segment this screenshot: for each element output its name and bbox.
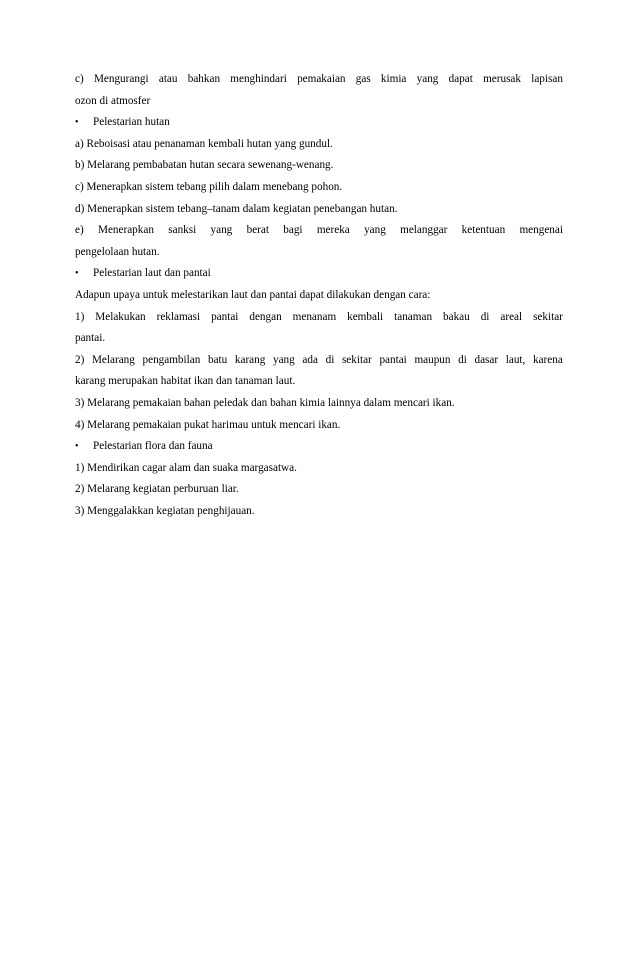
text-line: 1) Mendirikan cagar alam dan suaka margasatwa.: [75, 461, 297, 474]
word: di: [458, 353, 467, 366]
word: lapisan: [531, 73, 563, 85]
justified-text-line: [75, 220, 563, 242]
bullet-icon: •: [75, 268, 79, 280]
text-line: d) Menerapkan sistem tebang–tanam dalam kegiatan penebangan hutan.: [75, 202, 398, 215]
justified-text-line: [75, 69, 563, 91]
word: areal: [500, 310, 523, 323]
word: Melarang: [91, 353, 135, 366]
word: laut,: [505, 353, 526, 366]
word: reklamasi: [156, 310, 201, 323]
word: gas: [355, 73, 371, 85]
word: dapat: [448, 73, 473, 85]
bullet-heading-text: Pelestarian laut dan pantai: [93, 267, 211, 280]
word: melanggar: [400, 224, 448, 237]
word: sanksi: [168, 224, 197, 237]
word: dasar: [474, 353, 499, 366]
word: ketentuan: [461, 224, 506, 237]
word: c): [75, 73, 84, 85]
bullet-heading-text: Pelestarian flora dan fauna: [93, 440, 213, 453]
text-line: ozon di atmosfer: [75, 94, 151, 107]
word: pantai: [211, 310, 239, 323]
justified-text-line: [75, 307, 563, 329]
text-line: Adapun upaya untuk melestarikan laut dan pantai dapat dilakukan dengan cara:: [75, 288, 431, 301]
word: pemakaian: [297, 73, 346, 85]
word: maupun: [414, 353, 451, 366]
word: Mengurangi: [93, 73, 149, 85]
word: yang: [416, 73, 439, 85]
bullet-icon: •: [75, 441, 79, 453]
word: karang: [234, 353, 266, 366]
word: atau: [158, 73, 178, 85]
word: di: [480, 310, 490, 323]
text-line: c) Menerapkan sistem tebang pilih dalam menebang pohon.: [75, 180, 343, 193]
word: pantai: [379, 353, 407, 366]
word: tanaman: [394, 310, 433, 323]
word: menanam: [292, 310, 337, 323]
word: merusak: [483, 73, 521, 85]
word: batu: [207, 353, 228, 366]
word: Melakukan: [95, 310, 146, 323]
word: pengambilan: [142, 353, 201, 366]
word: e): [75, 224, 84, 237]
text-line: karang merupakan habitat ikan dan tanaman laut.: [75, 375, 296, 388]
justified-text-line: [75, 350, 563, 372]
word: bakau: [443, 310, 470, 323]
word: Menerapkan: [98, 224, 154, 237]
text-line: a) Reboisasi atau penanaman kembali hutan yang gundul.: [75, 137, 333, 150]
word: bahkan: [187, 73, 221, 85]
text-line: pengelolaan hutan.: [75, 245, 160, 258]
word: sekitar: [341, 353, 372, 366]
word: sekitar: [533, 310, 563, 323]
word: menghindari: [230, 73, 287, 85]
text-line: pantai.: [75, 332, 106, 345]
word: yang: [273, 353, 295, 366]
bullet-heading: [75, 112, 563, 134]
text-line: 3) Menggalakkan kegiatan penghijauan.: [75, 504, 255, 517]
bullet-heading: [75, 263, 563, 285]
word: mengenai: [519, 224, 563, 237]
document-body: [75, 69, 563, 522]
word: berat: [246, 224, 269, 237]
word: di: [325, 353, 335, 366]
word: karena: [533, 353, 563, 366]
word: kimia: [380, 73, 407, 85]
word: 2): [75, 353, 85, 366]
word: 1): [75, 310, 85, 323]
bullet-heading-text: Pelestarian hutan: [93, 116, 170, 129]
word: ada: [302, 353, 318, 366]
text-line: 4) Melarang pemakaian pukat harimau untuk mencari ikan.: [75, 418, 341, 431]
word: yang: [210, 224, 233, 237]
bullet-icon: •: [75, 117, 79, 129]
word: bagi: [283, 224, 303, 237]
word: mereka: [316, 224, 350, 237]
word: kembali: [347, 310, 384, 323]
text-line: 2) Melarang kegiatan perburuan liar.: [75, 483, 239, 496]
text-line: b) Melarang pembabatan hutan secara sewenang-wenang.: [75, 159, 334, 172]
word: dengan: [249, 310, 282, 323]
text-line: 3) Melarang pemakaian bahan peledak dan bahan kimia lainnya dalam mencari ikan.: [75, 396, 455, 409]
bullet-heading: [75, 436, 563, 458]
word: yang: [364, 224, 386, 237]
